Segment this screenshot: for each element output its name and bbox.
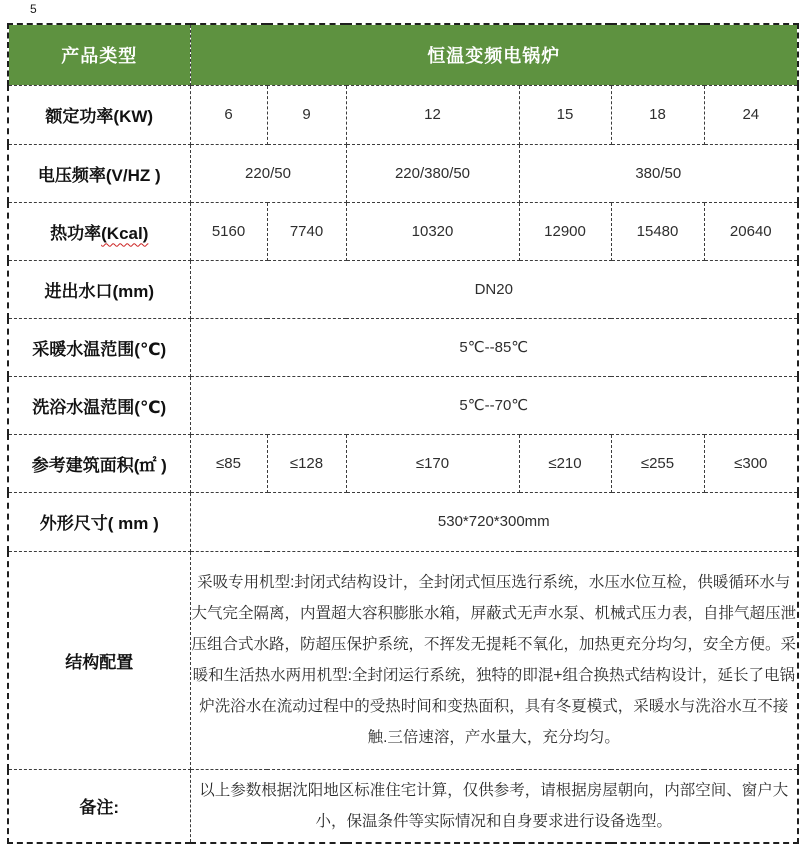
cell-rated-power-3: 12 [346,85,519,144]
page-number: 5 [30,2,37,16]
thermal-power-label-unit: (Kcal) [101,223,149,243]
table-row-header [8,24,798,85]
product-spec-table [7,23,799,844]
cell-structure-config: 采吸专用机型:封闭式结构设计，全封闭式恒压选行系统，水压水位互检，供暖循环水与大气完全隔离，内置超大容积膨胀水箱，屏蔽式无声水泵、机械式压力表，自排气超压泄压组合式水路，防超压保护系统，不挥发无提耗不氧化，加热更充分均匀，安全方便。采暖和生活热水两用机型:全封闭运行系统，独特的即混+组合换热式结构设计，延长了电锅炉洗浴水在流动过程中的受热时间和变热面积，具有冬夏模式，采暖水与洗浴水互不接触.三倍速溶，产水量大，充分均匀。 [190,551,798,769]
cell-thermal-6: 20640 [704,202,798,260]
row-label-heating-temp: 采暖水温范围(℃) [8,318,190,376]
table-row-rated-power [8,85,798,144]
row-label-ref-area: 参考建筑面积(㎡ ) [8,434,190,492]
cell-ref-area-2: ≤128 [267,434,346,492]
row-label-water-port: 进出水口(mm) [8,260,190,318]
table-row-thermal-power [8,202,798,260]
cell-thermal-2: 7740 [267,202,346,260]
cell-voltage-2: 220/380/50 [346,144,519,202]
table-row-heating-temp [8,318,798,376]
table-row-voltage-freq [8,144,798,202]
row-label-rated-power: 额定功率(KW) [8,85,190,144]
row-label-thermal-power [8,202,190,260]
row-label-bath-temp: 洗浴水温范围(℃) [8,376,190,434]
cell-ref-area-5: ≤255 [611,434,704,492]
cell-rated-power-1: 6 [190,85,267,144]
table-row-bath-temp [8,376,798,434]
row-label-structure-config: 结构配置 [8,551,190,769]
row-label-dimensions: 外形尺寸( mm ) [8,492,190,551]
table-row-notes [8,769,798,843]
cell-thermal-1: 5160 [190,202,267,260]
cell-ref-area-6: ≤300 [704,434,798,492]
cell-voltage-3: 380/50 [519,144,798,202]
cell-notes: 以上参数根据沈阳地区标准住宅计算，仅供参考，请根据房屋朝向，内部空间、窗户大小，保温条件等实际情况和自身要求进行设备选型。 [190,769,798,843]
cell-thermal-5: 15480 [611,202,704,260]
table-row-ref-area [8,434,798,492]
cell-ref-area-4: ≤210 [519,434,611,492]
cell-ref-area-1: ≤85 [190,434,267,492]
header-product-name: 恒温变频电锅炉 [190,24,798,85]
cell-dimensions: 530*720*300mm [190,492,798,551]
cell-ref-area-3: ≤170 [346,434,519,492]
cell-thermal-4: 12900 [519,202,611,260]
table-row-water-port [8,260,798,318]
cell-rated-power-6: 24 [704,85,798,144]
cell-voltage-1: 220/50 [190,144,346,202]
cell-thermal-3: 10320 [346,202,519,260]
thermal-power-label-text: 热功率 [50,223,102,243]
row-label-voltage-freq: 电压频率(V/HZ ) [8,144,190,202]
cell-water-port: DN20 [190,260,798,318]
cell-rated-power-5: 18 [611,85,704,144]
row-label-notes: 备注: [8,769,190,843]
table-row-structure-config [8,551,798,769]
header-product-type-label: 产品类型 [8,24,190,85]
cell-bath-temp: 5℃--70℃ [190,376,798,434]
cell-heating-temp: 5℃--85℃ [190,318,798,376]
cell-rated-power-4: 15 [519,85,611,144]
cell-rated-power-2: 9 [267,85,346,144]
table-row-dimensions [8,492,798,551]
